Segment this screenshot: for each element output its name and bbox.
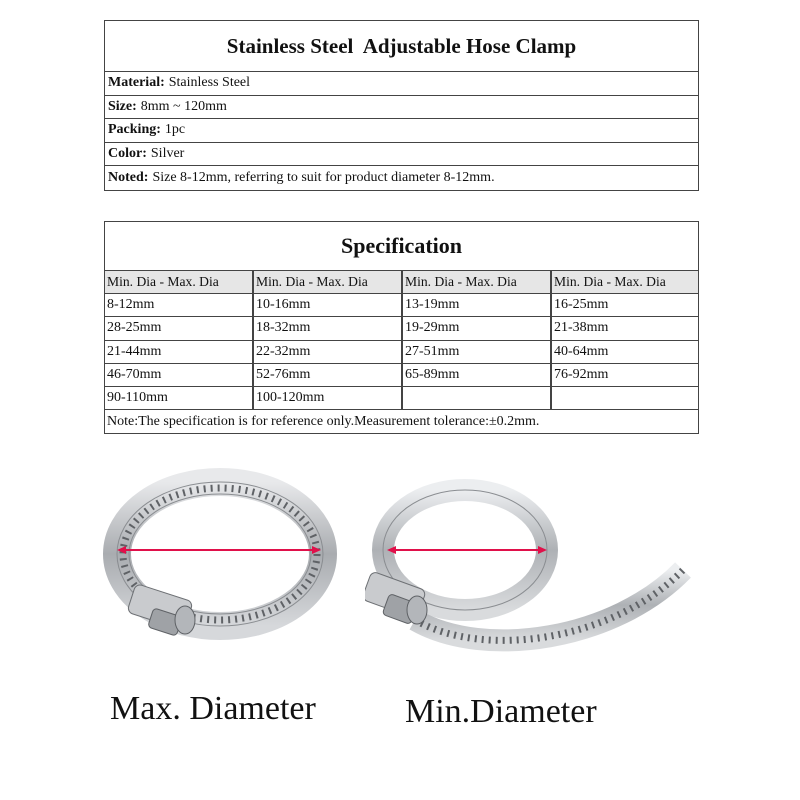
specification-title: Specification: [105, 222, 698, 271]
product-title: Stainless Steel Adjustable Hose Clamp: [105, 21, 698, 72]
size-cell: [403, 387, 550, 410]
specification-table: [104, 221, 699, 434]
size-cell: 46-70mm: [105, 364, 252, 387]
column-header: Min. Dia - Max. Dia: [552, 271, 698, 294]
size-cell: 52-76mm: [254, 364, 401, 387]
info-value: 8mm ~ 120mm: [140, 98, 227, 114]
max-diameter-caption: Max. Diameter: [110, 690, 316, 727]
info-row-noted: [105, 166, 698, 190]
size-cell: 13-19mm: [403, 294, 550, 317]
size-cell: 10-16mm: [254, 294, 401, 317]
info-value: Silver: [150, 146, 185, 162]
column-header: Min. Dia - Max. Dia: [254, 271, 401, 294]
size-cell: 21-38mm: [552, 317, 698, 340]
column-header: Min. Dia - Max. Dia: [403, 271, 550, 294]
size-cell: 27-51mm: [403, 341, 550, 364]
size-cell: 40-64mm: [552, 341, 698, 364]
size-cell: 19-29mm: [403, 317, 550, 340]
specification-note: Note:The specification is for reference only.Measurement tolerance:±0.2mm.: [107, 413, 540, 429]
diameter-arrow: [117, 546, 321, 554]
specification-grid: [105, 271, 698, 410]
info-row-size: [105, 96, 698, 120]
diameter-arrow: [387, 546, 547, 554]
size-cell: 22-32mm: [254, 341, 401, 364]
info-row-material: [105, 72, 698, 96]
info-label: Noted:: [108, 170, 149, 186]
size-cell: 90-110mm: [105, 387, 252, 410]
product-info-table: [104, 20, 699, 191]
size-cell: 76-92mm: [552, 364, 698, 387]
size-cell: 21-44mm: [105, 341, 252, 364]
size-cell: 100-120mm: [254, 387, 401, 410]
info-value: Size 8-12mm, referring to suit for product diameter 8-12mm.: [152, 170, 495, 186]
size-cell: 16-25mm: [552, 294, 698, 317]
min-diameter-caption: Min.Diameter: [405, 693, 597, 730]
column-header: Min. Dia - Max. Dia: [105, 271, 252, 294]
info-value: 1pc: [164, 122, 186, 138]
info-row-packing: [105, 119, 698, 143]
info-label: Color:: [108, 146, 147, 162]
screw-housing: [127, 583, 195, 636]
size-cell: [552, 387, 698, 410]
info-value: Stainless Steel: [168, 75, 251, 91]
info-label: Packing:: [108, 122, 161, 138]
max-diameter-clamp-image: [100, 462, 340, 662]
info-row-color: [105, 143, 698, 167]
size-cell: 65-89mm: [403, 364, 550, 387]
size-cell: 28-25mm: [105, 317, 252, 340]
size-cell: 8-12mm: [105, 294, 252, 317]
info-label: Material:: [108, 75, 165, 91]
min-diameter-clamp-image: [365, 470, 695, 660]
size-cell: 18-32mm: [254, 317, 401, 340]
info-label: Size:: [108, 98, 137, 114]
